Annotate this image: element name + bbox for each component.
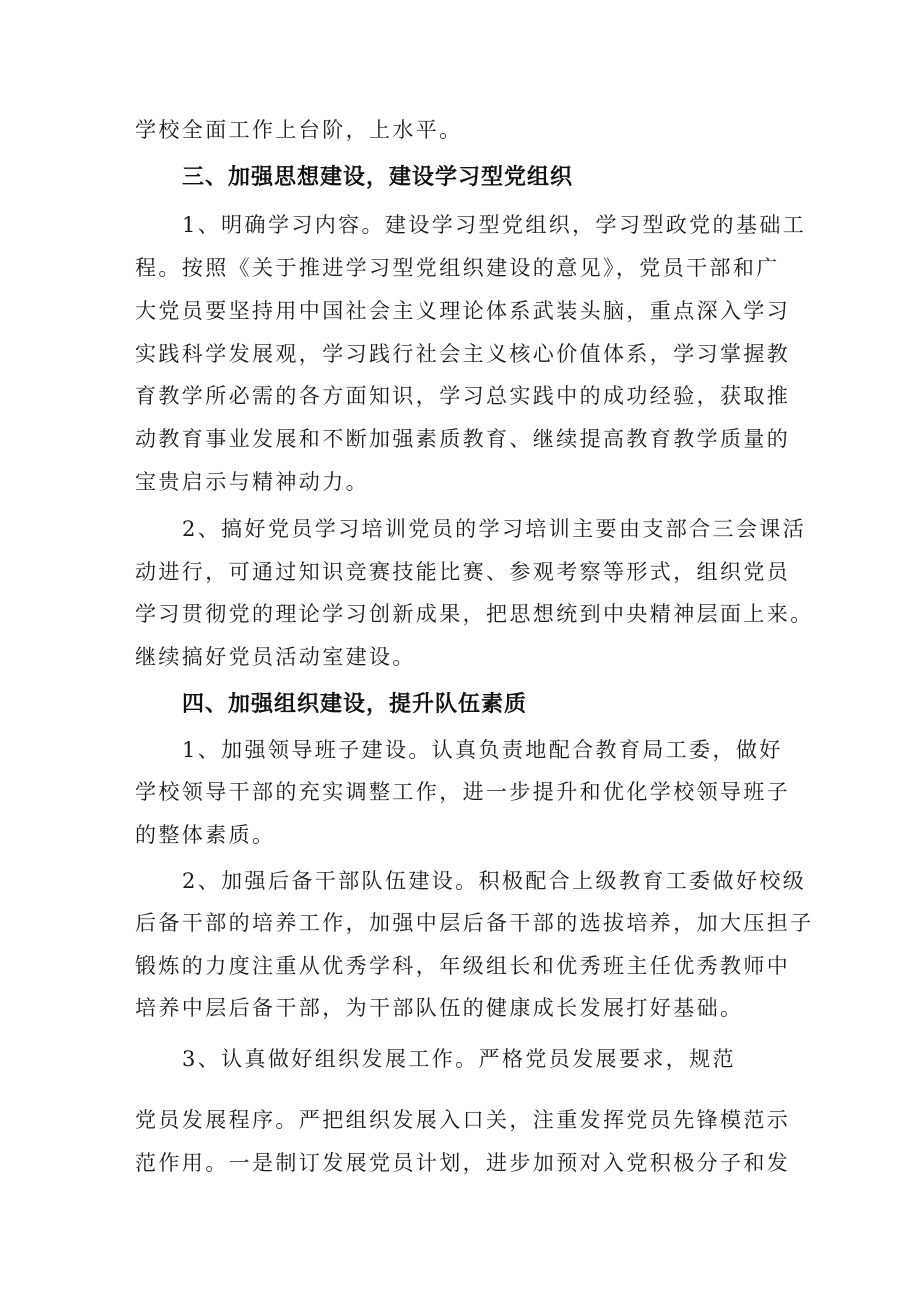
- body-text-line: 大党员要坚持用中国社会主义理论体系武装头脑，重点深入学习: [135, 299, 791, 323]
- body-text-line: 2、加强后备干部队伍建设。积极配合上级教育工委做好校级: [182, 869, 807, 893]
- body-text-line: 范作用。一是制订发展党员计划，进步加预对入党积极分子和发: [135, 1151, 791, 1175]
- body-text-line: 宝贵启示与精神动力。: [135, 470, 369, 494]
- body-text-line: 培养中层后备干部，为干部队伍的健康成长发展打好基础。: [135, 996, 744, 1020]
- body-text-line: 后备干部的培养工作，加强中层后备干部的选拔培养，加大压担子: [135, 911, 814, 935]
- body-text-line: 实践科学发展观，学习践行社会主义核心价值体系，学习掌握教: [135, 342, 791, 366]
- body-text-line: 育教学所必需的各方面知识，学习总实践中的成功经验，获取推: [135, 384, 791, 408]
- body-text-line: 锻炼的力度注重从优秀学科，年级组长和优秀班主任优秀教师中: [135, 954, 791, 978]
- section-heading: 三、加强思想建设，建设学习型党组织: [182, 165, 574, 190]
- body-text-line: 1、明确学习内容。建设学习型党组织，学习型政党的基础工: [182, 213, 807, 237]
- body-text-line: 动进行，可通过知识竞赛技能比赛、参观考察等形式，组织党员: [135, 560, 791, 584]
- body-text-line: 1、加强领导班子建设。认真负责地配合教育局工委，做好: [182, 738, 783, 762]
- body-text-line: 3、认真做好组织发展工作。严格党员发展要求，规范: [182, 1047, 736, 1071]
- body-text-line: 2、搞好党员学习培训党员的学习培训主要由支部合三会课活: [182, 517, 807, 541]
- body-text-line: 动教育事业发展和不断加强素质教育、继续提高教育教学质量的: [135, 427, 791, 451]
- body-text-line: 党员发展程序。严把组织发展入口关，注重发挥党员先锋模范示: [135, 1108, 791, 1132]
- section-heading: 四、加强组织建设，提升队伍素质: [182, 692, 528, 717]
- body-text-line: 继续搞好党员活动室建设。: [135, 645, 416, 669]
- body-text-line: 学习贯彻党的理论学习创新成果，把思想统到中央精神层面上来。: [135, 602, 814, 626]
- body-text-line: 学校领导干部的充实调整工作，进一步提升和优化学校领导班子: [135, 780, 791, 804]
- body-text-line: 的整体素质。: [135, 823, 276, 847]
- body-text-line: 程。按照《关于推进学习型党组织建设的意见》，党员干部和广: [135, 256, 780, 280]
- body-text-line: 学校全面工作上台阶，上水平。: [135, 118, 463, 142]
